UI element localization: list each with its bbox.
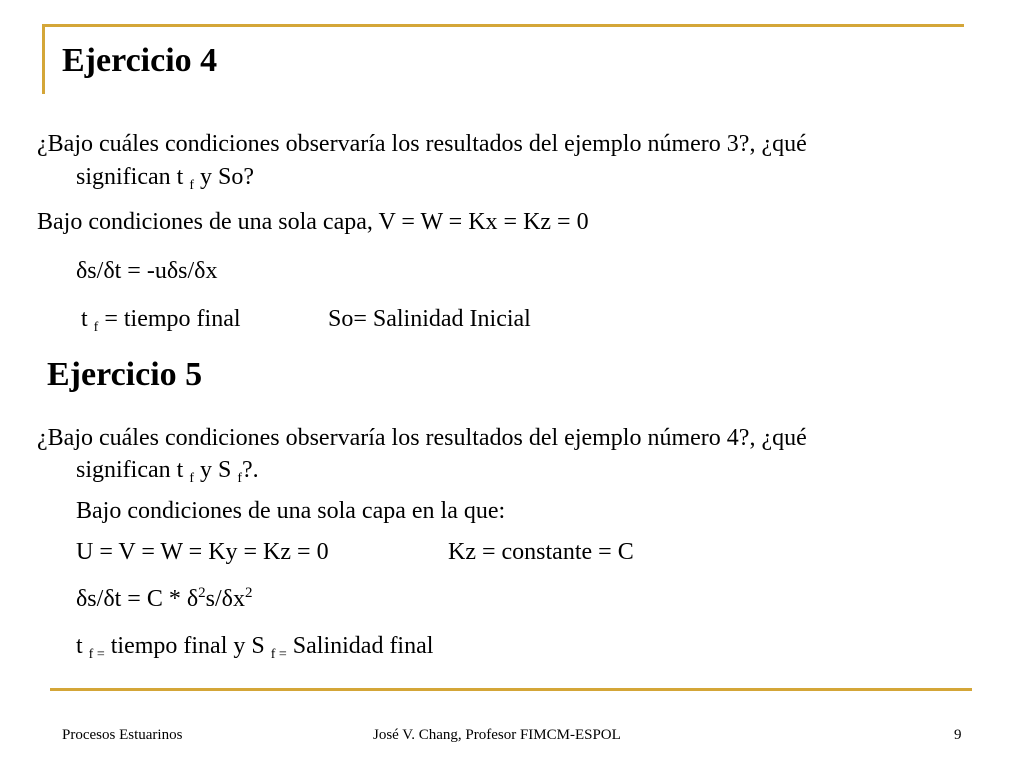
subscript-f: f: [93, 320, 99, 335]
question-1-text-a: significan t: [76, 164, 190, 190]
footer-rule: [50, 688, 972, 691]
question-1-line-1: ¿Bajo cuáles condiciones observaría los resultados del ejemplo número 3?, ¿qué: [37, 131, 807, 157]
def-text-b: tiempo final y S: [104, 633, 271, 659]
answer-2-conditions: Bajo condiciones de una sola capa en la que:: [76, 498, 506, 524]
question-2-text-c: ?.: [242, 457, 259, 483]
subscript-f: f: [189, 178, 194, 193]
subscript-f-equals: f =: [88, 647, 105, 662]
def-text-a: t: [76, 633, 89, 659]
answer-1-conditions: Bajo condiciones de una sola capa, V = W = Kx = Kz = 0: [37, 209, 589, 235]
subscript-f: f: [189, 471, 194, 486]
equation-text-a: δs/δt = C * δ: [76, 586, 199, 612]
title-rule-left: [42, 24, 45, 94]
superscript-2: 2: [198, 585, 206, 601]
answer-2-equation: [76, 585, 252, 616]
tf-text-b: = tiempo final: [98, 306, 241, 332]
equation-text-b: s/δx: [205, 586, 245, 612]
subscript-f: f: [237, 471, 243, 486]
tf-text-a: t: [81, 306, 94, 332]
section-title: Ejercicio 5: [47, 356, 203, 393]
answer-1-definition-so: So= Salinidad Inicial: [328, 306, 531, 332]
footer-course: Procesos Estuarinos: [62, 727, 183, 743]
footer-author: José V. Chang, Profesor FIMCM-ESPOL: [373, 727, 621, 743]
footer-page-number: 9: [954, 727, 962, 743]
question-2-text-a: significan t: [76, 457, 190, 483]
answer-1-equation: δs/δt = -uδs/δx: [76, 258, 218, 284]
question-1-line-2: [76, 163, 254, 195]
slide-title: Ejercicio 4: [62, 42, 218, 79]
def-text-c: Salinidad final: [286, 633, 434, 659]
question-2-line-2: [76, 456, 259, 488]
question-2-line-1: ¿Bajo cuáles condiciones observaría los resultados del ejemplo número 4?, ¿qué: [37, 425, 807, 451]
answer-1-definition-tf: [81, 305, 241, 337]
question-2-text-b: y S: [193, 457, 238, 483]
answer-2-constant: Kz = constante = C: [448, 539, 634, 565]
answer-2-equalities: U = V = W = Ky = Kz = 0: [76, 539, 329, 565]
answer-2-definitions: [76, 632, 433, 664]
question-1-text-b: y So?: [193, 164, 254, 190]
title-rule-top: [42, 24, 964, 27]
subscript-f-equals: f =: [270, 647, 287, 662]
superscript-2: 2: [244, 585, 253, 601]
